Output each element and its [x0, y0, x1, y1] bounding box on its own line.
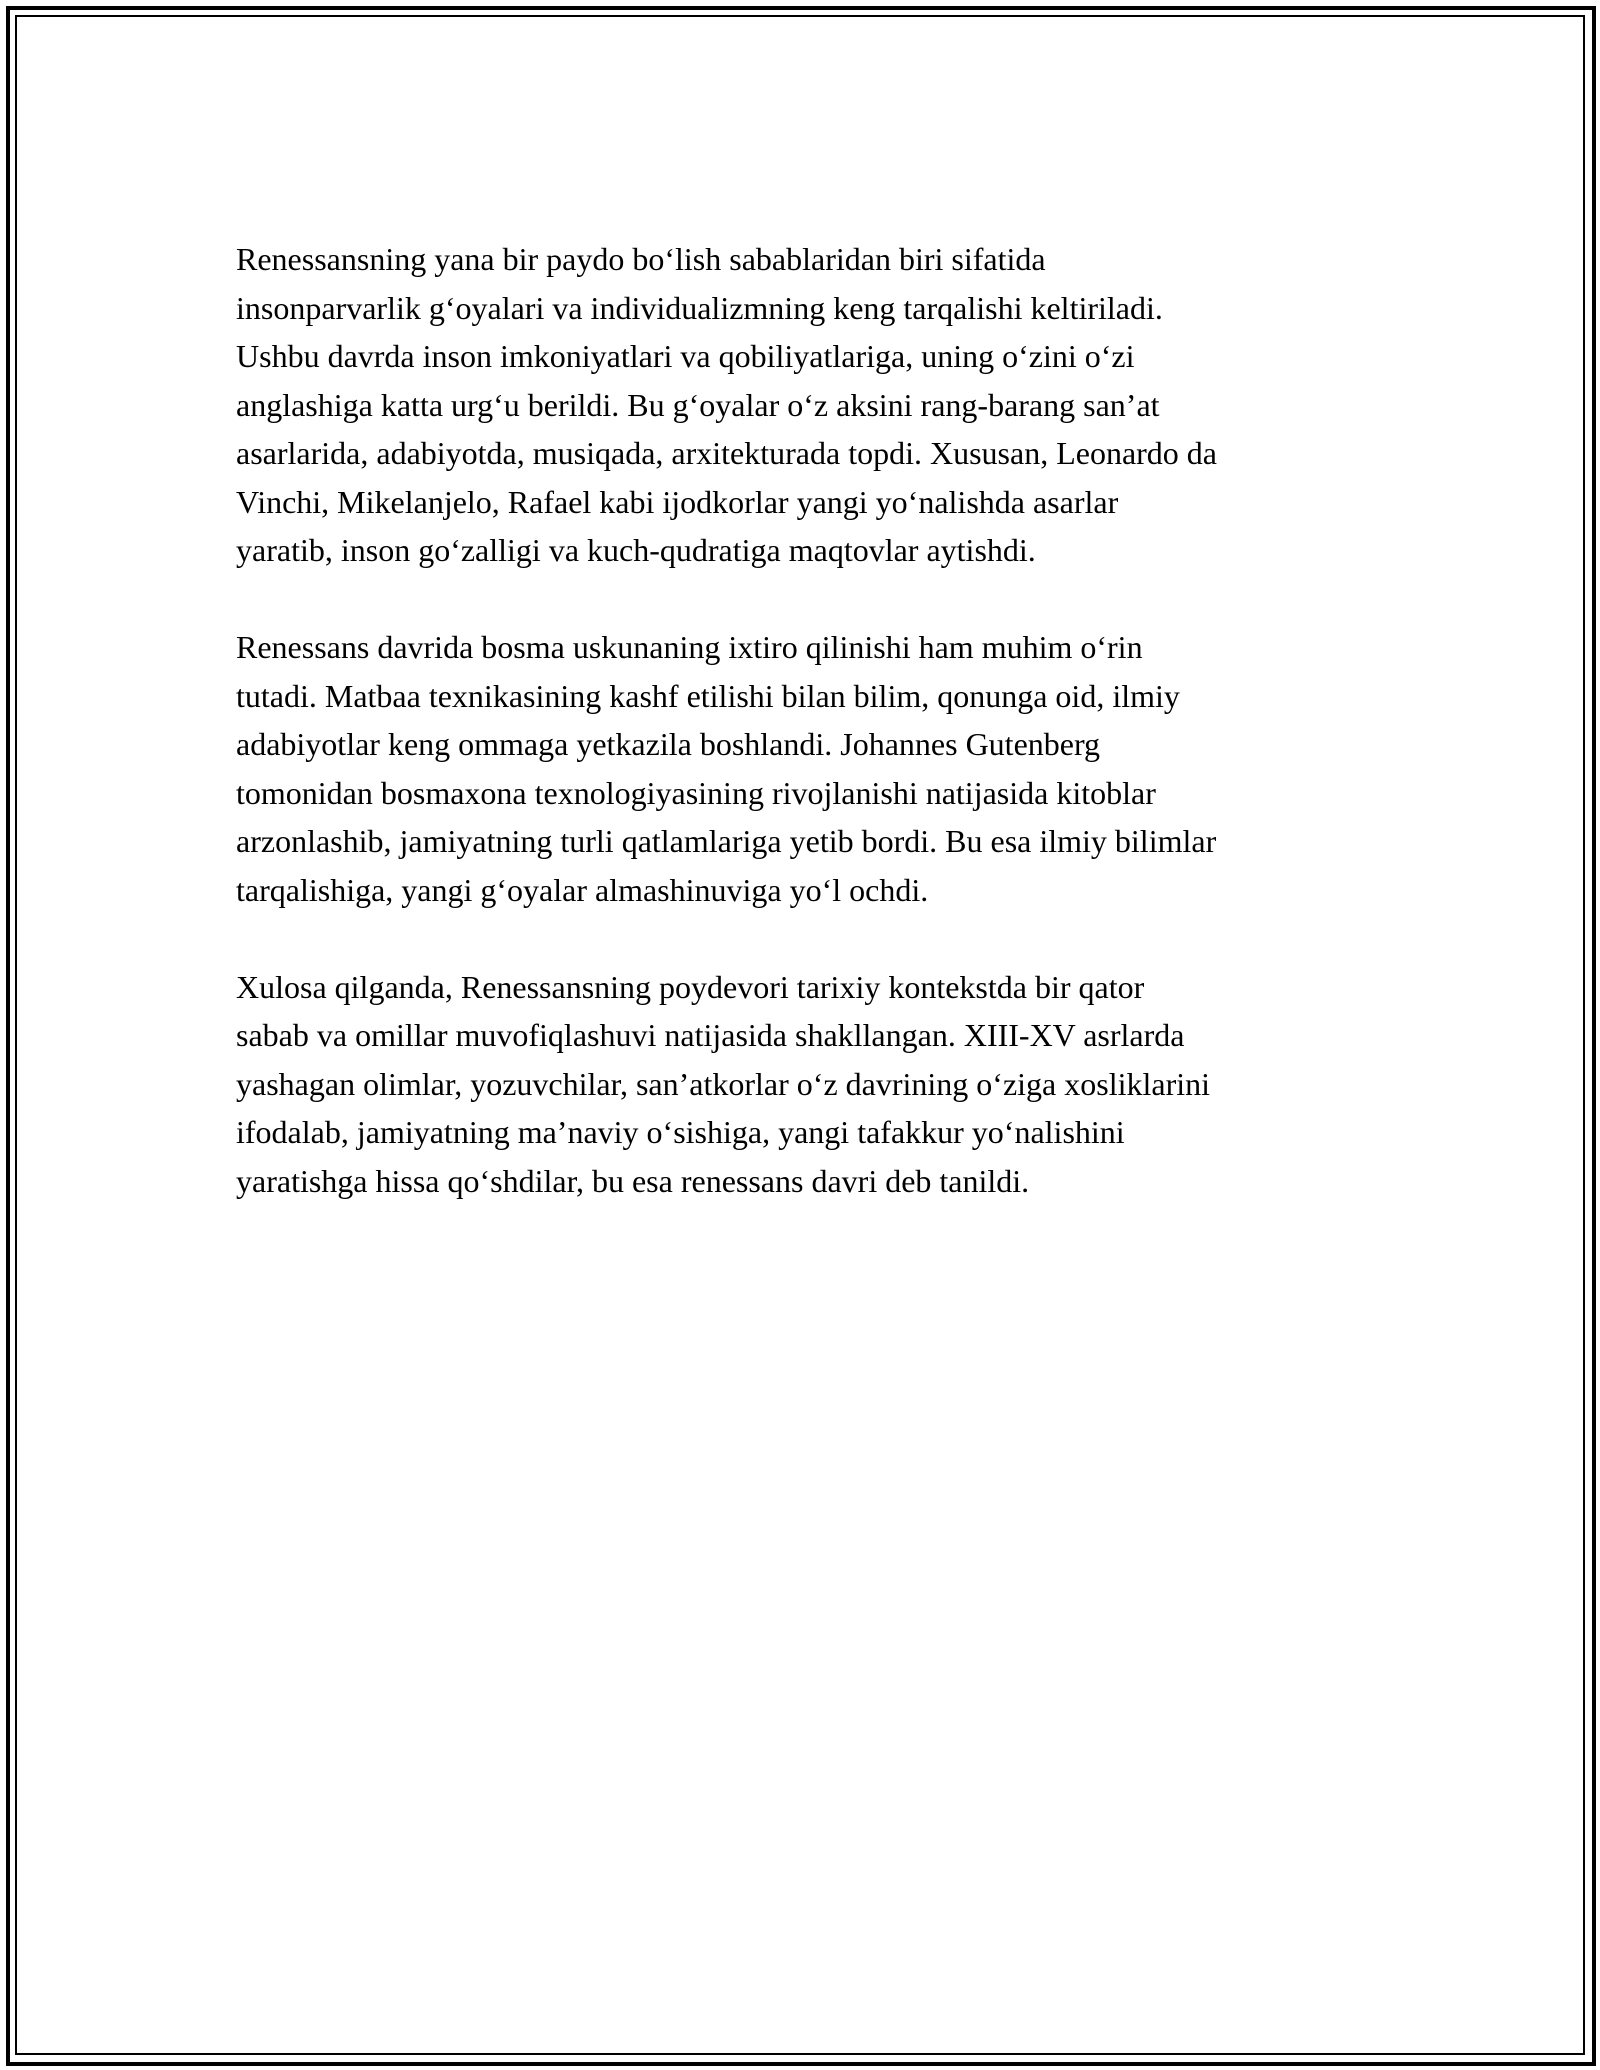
text-line: adabiyotlar keng ommaga yetkazila boshlandi. Johannes Gutenberg [236, 726, 1101, 762]
text-line: Ushbu davrda inson imkoniyatlari va qobiliyatlariga, uning o‘zini o‘zi [236, 338, 1135, 374]
document-body [236, 235, 1416, 1254]
paragraph-1 [236, 235, 1416, 575]
text-line: yaratib, inson go‘zalligi va kuch-qudratiga maqtovlar aytishdi. [236, 532, 1036, 568]
text-line: tarqalishiga, yangi g‘oyalar almashinuviga yo‘l ochdi. [236, 871, 929, 908]
paragraph-2 [236, 623, 1416, 914]
text-line: sabab va omillar muvofiqlashuvi natijasida shakllangan. XIII-XV asrlarda [236, 1017, 1185, 1053]
paragraph-3 [236, 963, 1416, 1206]
text-line: Renessans davrida bosma uskunaning ixtiro qilinishi ham muhim o‘rin [236, 629, 1143, 665]
text-line: insonparvarlik g‘oyalari va individualizmning keng tarqalishi keltiriladi. [236, 289, 1163, 326]
text-line: anglashiga katta urg‘u berildi. Bu g‘oyalar o‘z aksini rang-barang san’at [236, 386, 1160, 423]
text-line: ifodalab, jamiyatning ma’naviy o‘sishiga, yangi tafakkur yo‘nalishini [236, 1114, 1125, 1150]
text-line: tutadi. Matbaa texnikasining kashf etilishi bilan bilim, qonunga oid, ilmiy [236, 677, 1180, 714]
text-line: tomonidan bosmaxona texnologiyasining rivojlanishi natijasida kitoblar [236, 774, 1156, 811]
text-line: arzonlashib, jamiyatning turli qatlamlariga yetib bordi. Bu esa ilmiy bilimlar [236, 823, 1217, 859]
text-line: yaratishga hissa qo‘shdilar, bu esa renessans davri deb tanildi. [236, 1162, 1030, 1199]
text-line: asarlarida, adabiyotda, musiqada, arxitekturada topdi. Xususan, Leonardo da [236, 435, 1217, 471]
text-line: yashagan olimlar, yozuvchilar, san’atkorlar o‘z davrining o‘ziga xosliklarini [236, 1065, 1210, 1102]
text-line: Vinchi, Mikelanjelo, Rafael kabi ijodkorlar yangi yo‘nalishda asarlar [236, 483, 1119, 520]
text-line: Renessansning yana bir paydo bo‘lish sabablaridan biri sifatida [236, 241, 1046, 277]
text-line: Xulosa qilganda, Renessansning poydevori tarixiy kontekstda bir qator [236, 968, 1145, 1005]
